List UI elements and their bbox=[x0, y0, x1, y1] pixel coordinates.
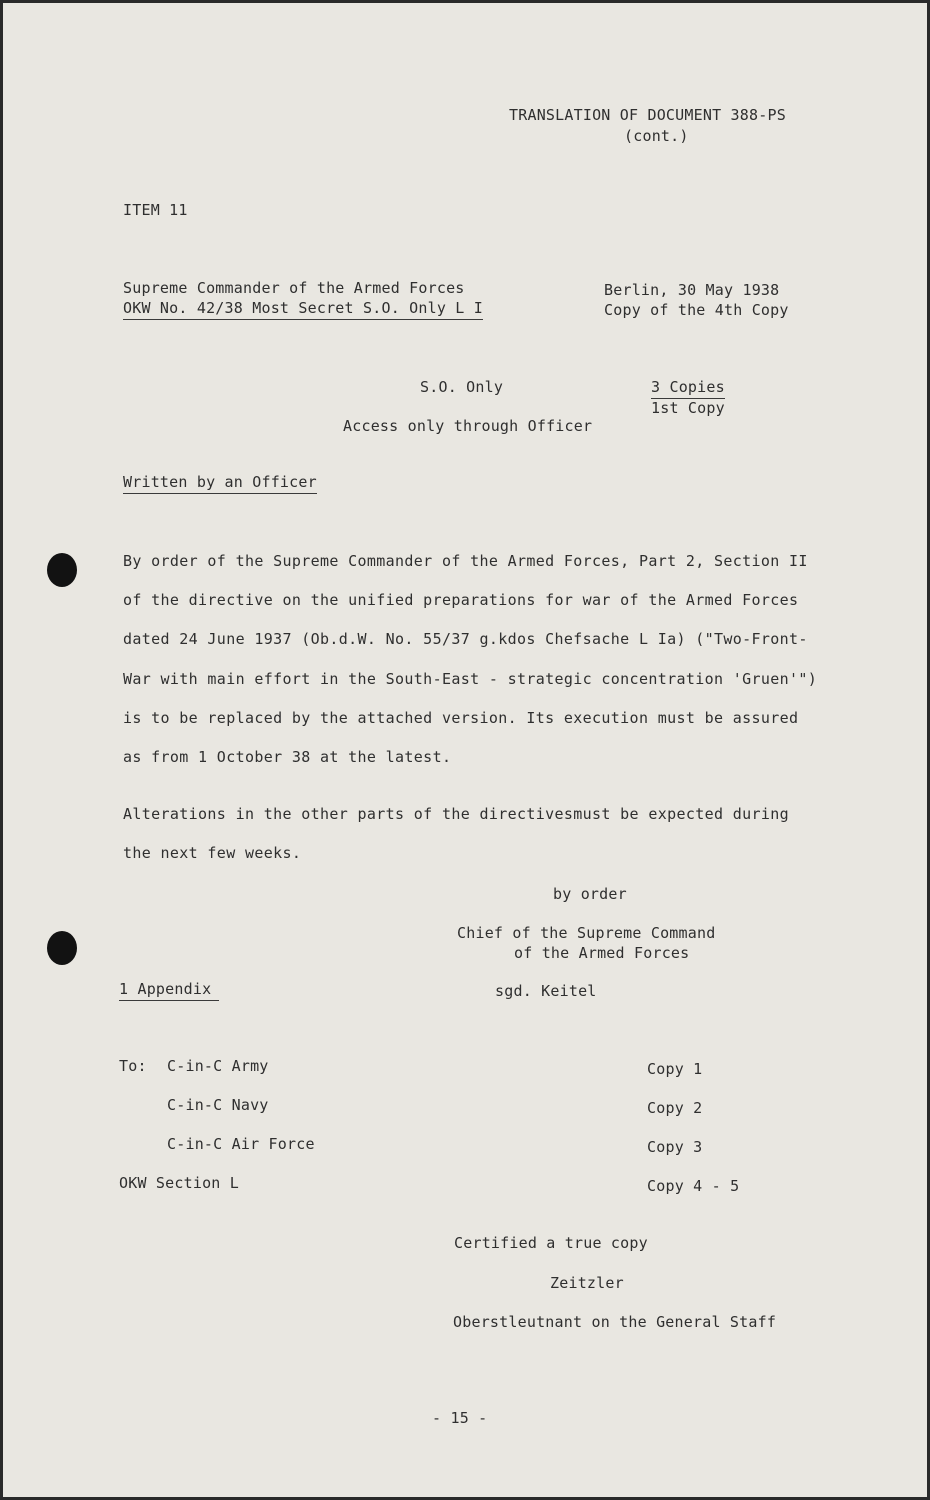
certifier-name: Zeitzler bbox=[550, 1274, 624, 1292]
sender-line-2: OKW No. 42/38 Most Secret S.O. Only L I bbox=[123, 298, 483, 320]
translation-title: TRANSLATION OF DOCUMENT 388-PS bbox=[509, 106, 786, 124]
copies-count: 3 Copies bbox=[651, 377, 725, 399]
para1-line: of the directive on the unified preparations for war of the Armed Forces bbox=[123, 591, 799, 609]
copy-entry: Copy 3 bbox=[647, 1138, 703, 1156]
copy-number: 1st Copy bbox=[651, 399, 725, 417]
copy-of-copy: Copy of the 4th Copy bbox=[604, 301, 789, 319]
signed-keitel: sgd. Keitel bbox=[495, 982, 597, 1000]
para1-line: dated 24 June 1937 (Ob.d.W. No. 55/37 g.kdos Chefsache L Ia) ("Two-Front- bbox=[123, 630, 808, 648]
certifier-rank: Oberstleutnant on the General Staff bbox=[453, 1313, 777, 1331]
signatory-title-2: of the Armed Forces bbox=[514, 944, 690, 962]
signatory-title-1: Chief of the Supreme Command bbox=[457, 924, 716, 942]
copy-entry: Copy 4 - 5 bbox=[647, 1177, 740, 1195]
punch-hole bbox=[47, 553, 77, 587]
so-only-heading: S.O. Only bbox=[420, 378, 504, 396]
copy-entry: Copy 2 bbox=[647, 1099, 703, 1117]
para1-line: By order of the Supreme Commander of the Armed Forces, Part 2, Section II bbox=[123, 552, 808, 570]
written-by-note: Written by an Officer bbox=[123, 472, 317, 494]
recipient: C-in-C Army bbox=[167, 1057, 269, 1075]
item-label: ITEM 11 bbox=[123, 201, 188, 219]
page-number: - 15 - bbox=[432, 1409, 488, 1427]
appendix-note: 1 Appendix bbox=[119, 979, 219, 1001]
para1-line: War with main effort in the South-East - strategic concentration 'Gruen'") bbox=[123, 670, 818, 688]
recipient: C-in-C Air Force bbox=[167, 1135, 315, 1153]
sender-line-1: Supreme Commander of the Armed Forces bbox=[123, 279, 465, 297]
copy-entry: Copy 1 bbox=[647, 1060, 703, 1078]
continued-marker: (cont.) bbox=[624, 127, 689, 145]
by-order: by order bbox=[553, 885, 627, 903]
para1-line: is to be replaced by the attached version. Its execution must be assured bbox=[123, 709, 799, 727]
recipient: C-in-C Navy bbox=[167, 1096, 269, 1114]
certified-copy: Certified a true copy bbox=[454, 1234, 648, 1252]
punch-hole bbox=[47, 931, 77, 965]
para1-line: as from 1 October 38 at the latest. bbox=[123, 748, 452, 766]
place-date: Berlin, 30 May 1938 bbox=[604, 281, 780, 299]
para2-line: the next few weeks. bbox=[123, 844, 302, 862]
para2-line: Alterations in the other parts of the directivesmust be expected during bbox=[123, 805, 790, 823]
to-label: To: bbox=[119, 1057, 147, 1075]
recipient: OKW Section L bbox=[119, 1174, 239, 1192]
access-note: Access only through Officer bbox=[343, 417, 593, 435]
